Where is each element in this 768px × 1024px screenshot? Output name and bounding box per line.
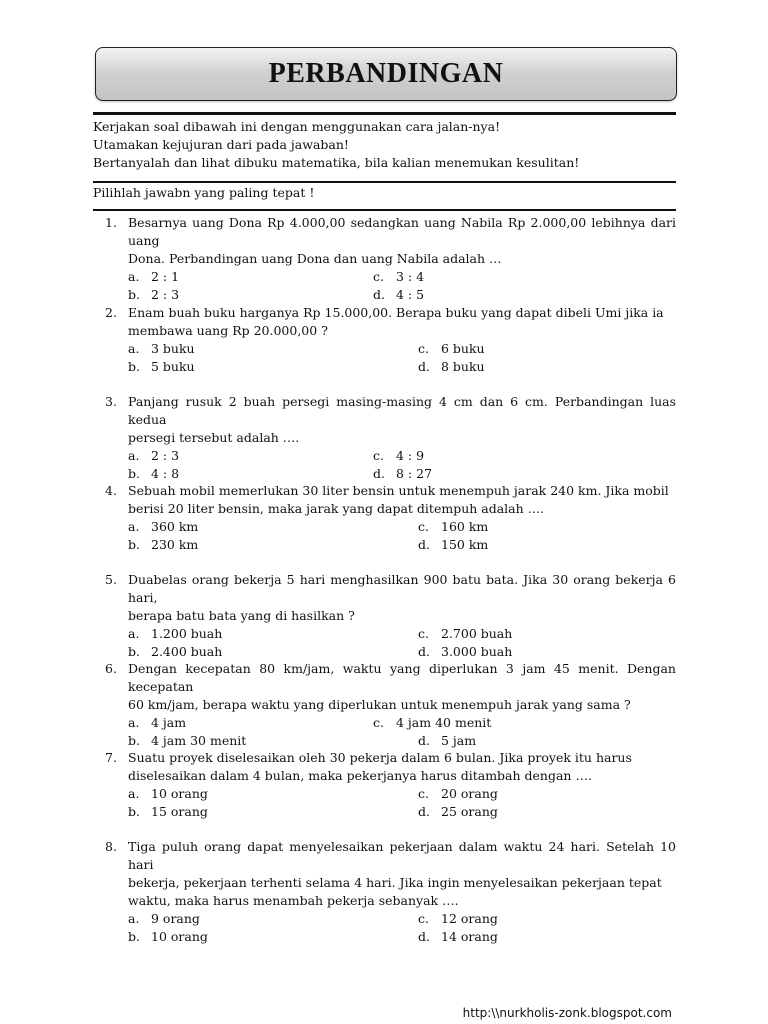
option-b[interactable]: b. 230 km: [128, 537, 199, 552]
question-text-line: Suatu proyek diselesaikan oleh 30 pekerja dalam 6 bulan. Jika proyek itu harus: [128, 750, 632, 765]
question-8: [93, 838, 676, 946]
option-a[interactable]: a. 3 buku: [128, 341, 195, 356]
option-a[interactable]: a. 360 km: [128, 519, 199, 534]
instruction-line: Kerjakan soal dibawah ini dengan menggunakan cara jalan-nya!: [93, 119, 501, 134]
page-title: PERBANDINGAN: [268, 58, 504, 89]
question-text-line: waktu, maka harus menambah pekerja sebanyak ….: [128, 893, 459, 908]
question-4: [93, 482, 676, 554]
question-text-line: Duabelas orang bekerja 5 hari menghasilkan 900 batu bata. Jika 30 orang bekerja 6 hari,: [128, 572, 676, 605]
instruction-line: Utamakan kejujuran dari pada jawaban!: [93, 137, 349, 152]
question-text-line: bekerja, pekerjaan terhenti selama 4 hari. Jika ingin menyelesaikan pekerjaan tepat: [128, 875, 662, 890]
question-number: 2.: [105, 305, 117, 320]
question-text-line: persegi tersebut adalah ….: [128, 430, 300, 445]
option-d[interactable]: d. 4 : 5: [373, 287, 425, 302]
question-number: 8.: [105, 839, 117, 854]
question-number: 7.: [105, 750, 117, 765]
option-b[interactable]: b. 10 orang: [128, 929, 208, 944]
question-text-line: Besarnya uang Dona Rp 4.000,00 sedangkan uang Nabila Rp 2.000,00 lebihnya dari uang: [128, 215, 676, 248]
option-b[interactable]: b. 4 : 8: [128, 466, 180, 481]
question-text-line: Tiga puluh orang dapat menyelesaikan pekerjaan dalam waktu 24 hari. Setelah 10 hari: [128, 839, 676, 872]
option-b[interactable]: b. 4 jam 30 menit: [128, 733, 247, 748]
question-number: 4.: [105, 483, 117, 498]
divider-top: [93, 112, 676, 115]
instructions-block: [93, 118, 579, 172]
option-c[interactable]: c. 2.700 buah: [418, 626, 513, 641]
instruction-line: Bertanyalah dan lihat dibuku matematika, bila kalian menemukan kesulitan!: [93, 155, 580, 170]
divider-middle: [93, 181, 676, 183]
question-text-line: membawa uang Rp 20.000,00 ?: [128, 323, 328, 338]
option-c[interactable]: c. 160 km: [418, 519, 489, 534]
option-c[interactable]: c. 12 orang: [418, 911, 498, 926]
option-c[interactable]: c. 6 buku: [418, 341, 485, 356]
option-a[interactable]: a. 2 : 3: [128, 448, 180, 463]
question-3: [93, 393, 676, 483]
question-text-line: berapa batu bata yang di hasilkan ?: [128, 608, 355, 623]
option-c[interactable]: c. 3 : 4: [373, 269, 425, 284]
option-b[interactable]: b. 5 buku: [128, 359, 195, 374]
question-text-line: Panjang rusuk 2 buah persegi masing-masing 4 cm dan 6 cm. Perbandingan luas kedua: [128, 394, 676, 427]
question-number: 1.: [105, 215, 117, 230]
option-d[interactable]: d. 8 buku: [418, 359, 485, 374]
title-banner: [95, 47, 677, 101]
footer-url[interactable]: http:\\nurkholis-zonk.blogspot.com: [462, 1006, 672, 1020]
option-a[interactable]: a. 1.200 buah: [128, 626, 223, 641]
question-number: 5.: [105, 572, 117, 587]
question-2: [93, 304, 676, 376]
question-text-line: Enam buah buku harganya Rp 15.000,00. Berapa buku yang dapat dibeli Umi jika ia: [128, 305, 664, 320]
option-b[interactable]: b. 2 : 3: [128, 287, 180, 302]
option-d[interactable]: d. 150 km: [418, 537, 489, 552]
option-a[interactable]: a. 2 : 1: [128, 269, 180, 284]
directive-text: Pilihlah jawabn yang paling tepat !: [93, 185, 315, 200]
option-c[interactable]: c. 4 : 9: [373, 448, 425, 463]
option-d[interactable]: d. 14 orang: [418, 929, 498, 944]
question-text-line: Sebuah mobil memerlukan 30 liter bensin untuk menempuh jarak 240 km. Jika mobil: [128, 483, 669, 498]
question-text-line: Dona. Perbandingan uang Dona dan uang Nabila adalah …: [128, 251, 502, 266]
question-text-line: berisi 20 liter bensin, maka jarak yang dapat ditempuh adalah ….: [128, 501, 545, 516]
option-b[interactable]: b. 2.400 buah: [128, 644, 223, 659]
option-d[interactable]: d. 25 orang: [418, 804, 498, 819]
divider-bottom: [93, 209, 676, 211]
question-text-line: 60 km/jam, berapa waktu yang diperlukan untuk menempuh jarak yang sama ?: [128, 697, 631, 712]
option-b[interactable]: b. 15 orang: [128, 804, 208, 819]
option-a[interactable]: a. 4 jam: [128, 715, 187, 730]
option-a[interactable]: a. 10 orang: [128, 786, 208, 801]
option-d[interactable]: d. 8 : 27: [373, 466, 433, 481]
option-d[interactable]: d. 3.000 buah: [418, 644, 513, 659]
question-5: [93, 571, 676, 661]
option-c[interactable]: c. 20 orang: [418, 786, 498, 801]
question-7: [93, 749, 676, 821]
question-text-line: Dengan kecepatan 80 km/jam, waktu yang diperlukan 3 jam 45 menit. Dengan kecepatan: [128, 661, 676, 694]
option-a[interactable]: a. 9 orang: [128, 911, 200, 926]
option-d[interactable]: d. 5 jam: [418, 733, 477, 748]
question-1: [93, 214, 676, 304]
question-number: 3.: [105, 394, 117, 409]
question-text-line: diselesaikan dalam 4 bulan, maka pekerjanya harus ditambah dengan ….: [128, 768, 592, 783]
question-number: 6.: [105, 661, 117, 676]
option-c[interactable]: c. 4 jam 40 menit: [373, 715, 492, 730]
question-6: [93, 660, 676, 750]
